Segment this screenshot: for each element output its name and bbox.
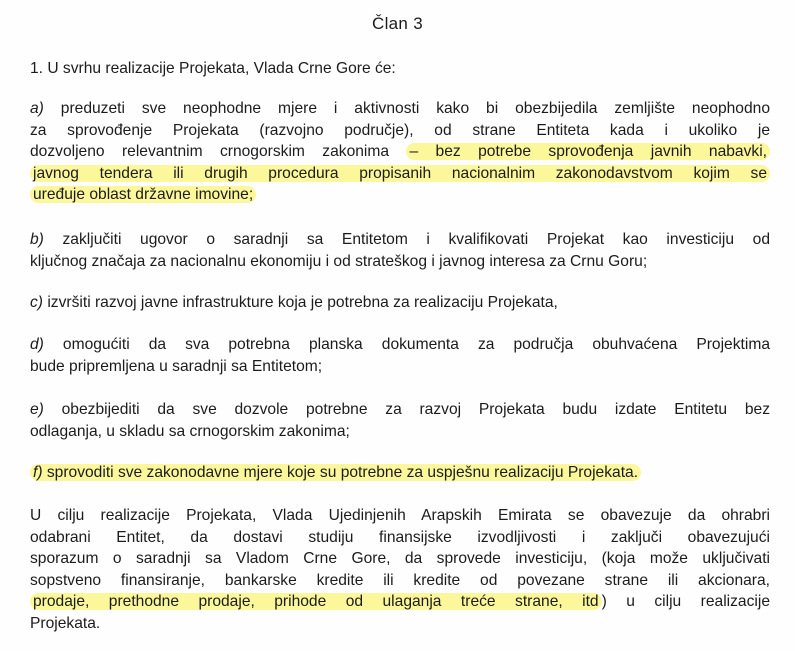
item-f-line-1 xyxy=(30,462,770,484)
item-d-paragraph xyxy=(30,334,770,377)
item-a-letter: a) xyxy=(30,100,44,117)
item-d-line-2: bude pripremljena u saradnji sa Entitetom; xyxy=(30,357,323,375)
closing-line-6: Projekata. xyxy=(30,614,101,632)
item-a-line-2: za sprovođenje Projekata (razvojno područje), od strane Entiteta kada i ukoliko je xyxy=(30,121,770,139)
item-a-line-3 xyxy=(30,141,770,163)
item-e-letter: e) xyxy=(30,401,44,418)
item-f-highlight xyxy=(30,464,641,481)
article-heading: Član 3 xyxy=(372,14,423,33)
item-a-text-3: dozvoljeno relevantnim crnogorskim zakonima xyxy=(30,143,390,160)
item-b-paragraph xyxy=(30,229,770,272)
item-d-text-1: omogućiti da sva potrebna planska dokumenta za područja obuhvaćena Projektima xyxy=(62,336,770,353)
closing-highlight-5: prodaje, prethodne prodaje, prihode od ulaganja treće strane, itd xyxy=(30,593,602,610)
closing-paragraph xyxy=(30,505,770,634)
item-a-text-1: preduzeti sve neophodne mjere i aktivnosti kako bi obezbijedila zemljište neophodno xyxy=(60,100,770,117)
item-e-line-2: odlaganja, u skladu sa crnogorskim zakonima; xyxy=(30,422,350,440)
item-c-text-1: izvršiti razvoj javne infrastrukture koja je potrebna za realizaciju Projekata, xyxy=(47,294,558,311)
item-a-highlight-4: javnog tendera ili drugih procedura propisanih nacionalnim zakonodavstvom kojim se xyxy=(30,165,770,182)
item-d-line-1 xyxy=(30,334,770,356)
item-c-paragraph xyxy=(30,292,770,314)
item-b-line-2: ključnog značaja za nacionalnu ekonomiju i od strateškog i javnog interesa za Crnu Goru; xyxy=(30,252,648,270)
closing-line-3: sporazum o saradnji sa Vladom Crne Gore, da sprovede investiciju, (koja može uključivati xyxy=(30,550,770,567)
item-e-paragraph xyxy=(30,399,770,442)
item-d-letter: d) xyxy=(30,336,44,353)
item-f-letter: f) xyxy=(33,464,43,481)
item-e-line-1 xyxy=(30,399,770,421)
item-c-letter: c) xyxy=(30,294,43,311)
item-b-text-1: zaključiti ugovor o saradnji sa Entitetom i kvalifikovati Projekat kao investiciju od xyxy=(62,231,770,248)
item-b-letter: b) xyxy=(30,231,44,248)
item-a-highlight-3: – bez potrebe sprovođenja javnih nabavki, xyxy=(406,143,770,160)
closing-line-4: sopstveno finansiranje, bankarske kredite ili kredite od povezane strane ili akcionara, xyxy=(30,571,770,589)
closing-line-2: odabrani Entitet, da dostavi studiju finansijske izvodljivosti i zaključi obavezujući xyxy=(30,528,770,546)
item-c-line-1 xyxy=(30,292,770,314)
item-f-text-1: sprovoditi sve zakonodavne mjere koje su potrebne za uspješnu realizaciju Projekata. xyxy=(46,464,639,481)
item-a-line-1 xyxy=(30,98,770,120)
item-a-line-5 xyxy=(30,184,770,206)
closing-text-5: ) u cilju realizacije xyxy=(601,593,770,610)
item-b-line-1 xyxy=(30,229,770,251)
item-a-line-4 xyxy=(30,163,770,185)
item-a-highlight-5: uređuje oblast državne imovine; xyxy=(30,186,256,203)
intro-line: 1. U svrhu realizacije Projekata, Vlada Crne Gore će: xyxy=(30,60,396,77)
closing-line-1: U cilju realizacije Projekata, Vlada Ujedinjenih Arapskih Emirata se obavezuje da ohrabri xyxy=(30,507,770,524)
item-a-paragraph xyxy=(30,98,770,206)
item-e-text-1: obezbijediti da sve dozvole potrebne za razvoj Projekata budu izdate Entitetu bez xyxy=(61,401,770,418)
intro-paragraph xyxy=(30,58,770,80)
item-f-paragraph xyxy=(30,462,770,484)
closing-line-5 xyxy=(30,591,770,613)
